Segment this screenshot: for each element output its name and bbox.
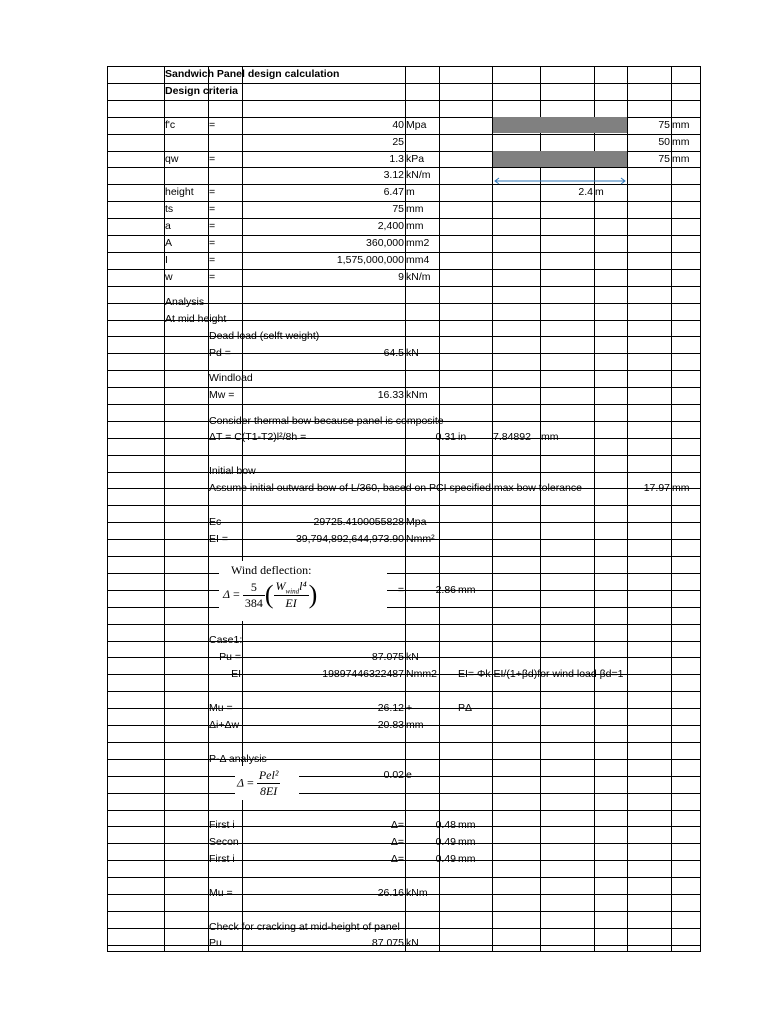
- pu2-value: 87.075: [371, 937, 404, 950]
- mu2-unit: kNm: [406, 886, 428, 899]
- pu-unit: kN: [406, 651, 419, 664]
- mw-unit: kNm: [406, 389, 428, 402]
- grid-line: [107, 455, 701, 456]
- mu-value: 26.12: [377, 701, 404, 714]
- delta-label: Δi+Δw: [209, 718, 240, 731]
- panel-layer-shade: [493, 117, 627, 133]
- criteria-label: a: [165, 220, 171, 233]
- pdelta-formula-delta: Δ: [237, 775, 245, 790]
- criteria-unit: mm2: [406, 237, 430, 249]
- criteria-value: 1,575,000,000: [336, 253, 404, 266]
- iteration-label: First i: [209, 819, 235, 832]
- criteria-value: 75: [392, 203, 404, 216]
- ei-value: 39,794,892,644,973.90: [295, 532, 404, 545]
- grid-line: [492, 66, 493, 952]
- criteria-eq: =: [209, 152, 216, 165]
- mu-label: Mu =: [209, 701, 233, 714]
- iteration-unit: mm: [458, 852, 476, 865]
- grid-line: [107, 286, 701, 287]
- ei2-value: 19897446322487: [322, 668, 404, 680]
- pdelta-formula-den: 8EI: [259, 784, 278, 798]
- grid-line: [671, 66, 672, 952]
- pu2-label: Pu: [209, 937, 222, 950]
- panel-layer-unit: mm: [672, 152, 690, 165]
- criteria-unit: kN/m: [406, 270, 431, 283]
- cracking-title: Check for cracking at mid-height of panel: [209, 920, 400, 933]
- criteria-label: [164, 134, 208, 151]
- pd-value: 64.5: [383, 346, 404, 359]
- criteria-value: 25: [392, 135, 404, 148]
- panel-layer-shade: [493, 151, 627, 167]
- pd-unit: kN: [406, 346, 419, 359]
- thermal-title: Consider thermal bow because panel is composite: [209, 414, 444, 427]
- formula-ei: EI: [285, 596, 297, 611]
- criteria-eq: =: [209, 203, 216, 216]
- iteration-unit: mm: [458, 819, 476, 832]
- pdelta-formula-num: Pel²: [258, 768, 279, 782]
- criteria-label: qw: [165, 152, 179, 165]
- criteria-value: 40: [392, 118, 404, 131]
- iteration-unit: mm: [458, 836, 476, 848]
- criteria-eq: =: [209, 237, 216, 249]
- criteria-eq: =: [209, 186, 216, 199]
- initial-bow-value: 17.97: [643, 482, 670, 495]
- criteria-value: 9: [398, 270, 404, 283]
- panel-span-value: 2.4: [578, 186, 593, 199]
- criteria-label: w: [165, 270, 173, 283]
- criteria-unit: mm: [406, 220, 424, 233]
- criteria-eq: =: [209, 220, 216, 233]
- pdelta-title: P-Δ analysis: [209, 752, 267, 765]
- initial-bow-unit: mm: [672, 482, 690, 495]
- criteria-label: A: [165, 237, 173, 249]
- formula-denominator: 384: [244, 595, 263, 610]
- grid-line: [107, 370, 701, 371]
- ei2-unit: Nmm2: [406, 668, 437, 680]
- pdelta-unit: e: [406, 769, 412, 782]
- grid-line: [107, 573, 701, 574]
- grid-line: [107, 810, 701, 811]
- grid-line: [107, 472, 701, 473]
- grid-line: [107, 404, 701, 405]
- iteration-value: 0.48: [435, 819, 456, 832]
- ec-label: Ec: [209, 515, 222, 528]
- dead-load-title: Dead load (selft weight): [209, 330, 320, 342]
- pu-label: Pu =: [219, 651, 241, 664]
- iteration-sym: Δ=: [390, 836, 404, 848]
- criteria-value: 6.47: [383, 186, 404, 199]
- grid-line: [107, 556, 701, 557]
- criteria-eq: =: [209, 270, 216, 283]
- panel-layer-value: 50: [658, 135, 670, 148]
- grid-line: [107, 911, 701, 912]
- grid-line: [107, 793, 701, 794]
- ei2-label: EI: [231, 668, 241, 680]
- mu2-label: Mu =: [209, 886, 233, 899]
- thermal-value: 0.31: [435, 431, 456, 444]
- delta-unit: mm: [406, 718, 424, 731]
- mu-unit: +: [406, 701, 413, 714]
- criteria-value: 360,000: [366, 237, 404, 249]
- criteria-unit: kN/m: [406, 169, 431, 182]
- criteria-value: 2,400: [377, 220, 404, 233]
- wind-deflection-value: 2.86: [435, 583, 456, 596]
- design-criteria-heading: Design criteria: [165, 84, 238, 97]
- wind-deflection-eq: =: [397, 583, 404, 596]
- case1-title: Case1:: [209, 634, 243, 647]
- pd-label: Pd =: [209, 346, 231, 359]
- grid-line: [107, 66, 108, 952]
- grid-line: [627, 66, 628, 952]
- thermal-formula: ΔT = C(T1-T2)l²/8h =: [209, 431, 307, 444]
- grid-line: [107, 607, 701, 608]
- criteria-unit: mm4: [406, 253, 430, 266]
- ec-value: 29725.4100055828: [313, 515, 404, 528]
- windload-title: Windload: [209, 372, 253, 385]
- ei-unit: Nmm²: [406, 532, 435, 545]
- criteria-unit: mm: [406, 203, 424, 216]
- grid-line: [107, 438, 701, 439]
- iteration-value: 0.49: [435, 852, 456, 865]
- ei-label: EI =: [209, 532, 228, 545]
- criteria-label: ts: [165, 203, 174, 216]
- grid-line: [107, 691, 701, 692]
- sheet-title: Sandwich Panel design calculation: [165, 68, 340, 80]
- formula-w-sub: wind: [285, 587, 300, 596]
- grid-line: [700, 66, 701, 952]
- grid-line: [107, 759, 701, 760]
- grid-line: [107, 100, 701, 101]
- criteria-eq: [208, 167, 242, 184]
- criteria-value: 1.3: [389, 152, 404, 165]
- analysis-heading: Analysis: [165, 296, 205, 309]
- criteria-eq: =: [209, 118, 216, 131]
- delta-value: 20.83: [377, 718, 404, 731]
- grid-line: [107, 877, 701, 878]
- thermal-value-mm: 7.84892: [493, 431, 531, 444]
- ec-unit: Mpa: [406, 515, 427, 528]
- mu2-value: 26.16: [377, 886, 404, 899]
- criteria-value: 3.12: [383, 169, 404, 182]
- formula-l4: l⁴: [299, 579, 307, 593]
- grid-line: [107, 641, 701, 642]
- panel-span-unit: m: [595, 186, 604, 199]
- ei2-note: EI= Φk EI/(1+βd)for wind load βd=1: [458, 668, 624, 680]
- iteration-sym: Δ=: [390, 819, 404, 832]
- grid-line: [107, 505, 701, 506]
- spreadsheet: [107, 66, 701, 952]
- initial-bow-text: Assume initial outward bow of L/360, based on PCI specified max bow tolerance: [209, 482, 582, 495]
- pu2-unit: kN: [406, 937, 419, 950]
- criteria-unit: Mpa: [406, 118, 427, 131]
- wind-deflection-unit: mm: [458, 583, 476, 596]
- formula-w: W: [275, 579, 286, 593]
- grid-line: [107, 624, 701, 625]
- pu-value: 87.075: [371, 651, 404, 664]
- pdelta-value: 0.02: [383, 769, 404, 782]
- mw-label: Mw =: [209, 389, 235, 402]
- iteration-value: 0.49: [435, 836, 456, 848]
- initial-bow-title: Initial bow: [209, 465, 256, 478]
- iteration-label: First i: [209, 852, 235, 865]
- iteration-label: Secon: [209, 836, 239, 848]
- criteria-label: height: [165, 186, 194, 199]
- wind-deflection-formula: Wind deflection: Δ = $\frac{5}{384}$ ( $\frac{W_{wind}l^4}{EI}$ ): [219, 561, 387, 621]
- analysis-subheading: At mid height: [165, 313, 227, 326]
- criteria-label: [164, 167, 208, 184]
- formula-delta: Δ: [223, 586, 231, 601]
- criteria-unit: kPa: [406, 152, 425, 165]
- wind-deflection-title: Wind deflection:: [231, 563, 312, 577]
- pdelta-formula: Δ = $\frac{\text{Pel²}}{8EI}$: [235, 766, 299, 800]
- iteration-sym: Δ=: [390, 852, 404, 865]
- panel-layer-unit: mm: [672, 135, 690, 148]
- criteria-label: I: [165, 253, 168, 266]
- criteria-eq: [208, 134, 242, 151]
- grid-line: [107, 742, 701, 743]
- mu-note: PΔ: [458, 701, 473, 714]
- panel-layer-value: 75: [658, 152, 670, 165]
- criteria-eq: =: [209, 253, 216, 266]
- panel-layer-unit: mm: [672, 118, 690, 131]
- panel-layer-value: 75: [658, 118, 670, 131]
- thermal-unit: in: [458, 431, 467, 444]
- mw-value: 16.33: [377, 389, 404, 402]
- criteria-unit: m: [406, 186, 415, 199]
- criteria-label: f'c: [165, 118, 176, 131]
- formula-numerator: 5: [243, 580, 265, 596]
- thermal-unit-mm: mm: [541, 431, 559, 444]
- criteria-unit: [405, 134, 439, 151]
